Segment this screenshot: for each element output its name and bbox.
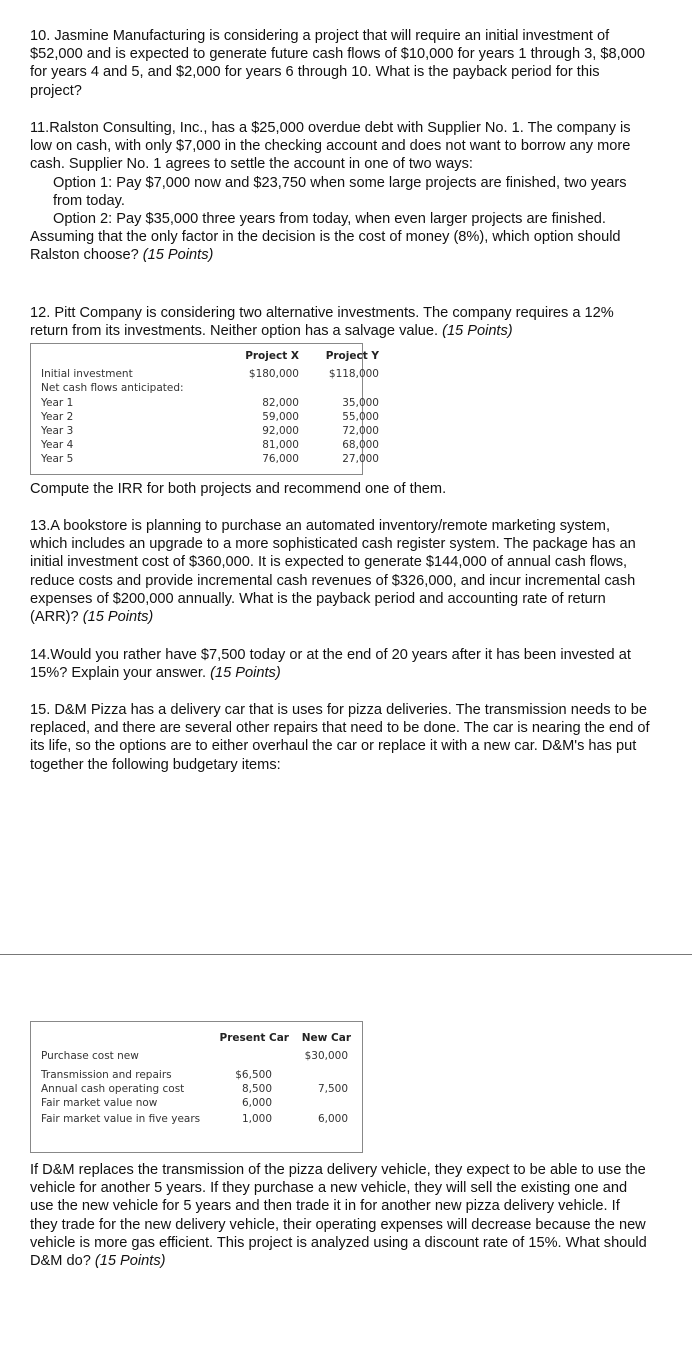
question-14-text: 14.Would you rather have $7,500 today or at the end of 20 years after it has been invested at 15%? Explain your answer. (15 Points) <box>30 647 631 682</box>
points-label: (15 Points) <box>94 1253 166 1270</box>
question-14 <box>30 646 650 682</box>
points-label: (15 Points) <box>82 609 154 626</box>
column-header-present-car: Present Car <box>219 1032 289 1044</box>
question-12-instruction: Compute the IRR for both projects and recommend one of them. <box>30 481 447 497</box>
question-10 <box>30 27 650 100</box>
points-label: (15 Points) <box>142 247 214 264</box>
points-label: (15 Points) <box>210 665 281 682</box>
question-11-intro: 11.Ralston Consulting, Inc., has a $25,000 overdue debt with Supplier No. 1. The company is low on cash, with only $7,000 in the checking account and does not want to borrow any more cash. Supplier No. 1 agrees to settle the account in one of two ways: <box>30 120 631 173</box>
question-11-question: Assuming that the only factor in the decision is the cost of money (8%), which option should Ralston choose? (15 Points) <box>30 229 621 264</box>
car-table: Present Car New Car Purchase cost new $30,000 Transmission and repairs $6,500 Annual cash operating cost 8,500 7,500 Fair market value now 6,000 Fair market value in five years 1,000 6,000 <box>30 1021 363 1153</box>
question-13-text: 13.A bookstore is planning to purchase an automated inventory/remote marketing system, which includes an upgrade to a more sophisticated cash register system. The package has an initial investment cost of $360,000. It is expected to generate $144,000 of annual cash flows, reduce costs and provide incremental cash revenues of $326,000, and incur incremental cash expenses of $200,000 annually. What is the payback period and accounting rate of return (ARR)? (15 Points) <box>30 518 636 626</box>
page-divider <box>0 954 692 955</box>
points-label: (15 Points) <box>442 323 513 340</box>
question-12 <box>30 304 650 340</box>
question-11-option-1: Option 1: Pay $7,000 now and $23,750 when some large projects are finished, two years from today. <box>53 174 627 209</box>
column-header-new-car: New Car <box>301 1032 351 1044</box>
question-11 <box>30 119 650 265</box>
question-10-text: 10. Jasmine Manufacturing is considering a project that will require an initial investment of $52,000 and is expected to generate future cash flows of $10,000 for years 1 through 3, $8,000 for years 4 and 5, and $2,000 for years 6 through 10. What is the payback period for this project? <box>30 28 645 99</box>
question-13 <box>30 517 650 626</box>
question-11-option-2: Option 2: Pay $35,000 three years from today, when even larger projects are finished. <box>53 211 606 228</box>
question-15-followup: If D&M replaces the transmission of the pizza delivery vehicle, they expect to be able to use the vehicle for another 5 years. If they purchase a new vehicle, they will sell the existing one and use the new vehicle for 5 years and then trade it in for another new pizza delivery vehicle. If they trade for the new delivery vehicle, their operating expenses will decrease because the new vehicle is more gas efficient. This project is analyzed using a discount rate of 15%. What should D&M do? (15 Points) <box>30 1162 647 1270</box>
question-15 <box>30 701 650 774</box>
question-15-text: 15. D&M Pizza has a delivery car that is uses for pizza deliveries. The transmission needs to be replaced, and there are several other repairs that need to be done. The car is nearing the end of its life, so the options are to either overhaul the car or replace it with a new car. D&M's has put together the following budgetary items: <box>30 702 650 773</box>
question-12-text: 12. Pitt Company is considering two alternative investments. The company requires a 12% return from its investments. Neither option has a salvage value. (15 Points) <box>30 305 614 340</box>
column-header-project-x: Project X <box>245 350 299 362</box>
project-table: Project X Project Y Initial investment $180,000 $118,000 Net cash flows anticipated: Year 1 82,000 35,000 Year 2 59,000 55,000 Year 3 92,000 72,000 Year 4 81,000 68,000 Year 5 76,000 27,000 <box>30 343 363 475</box>
column-header-project-y: Project Y <box>325 350 379 362</box>
